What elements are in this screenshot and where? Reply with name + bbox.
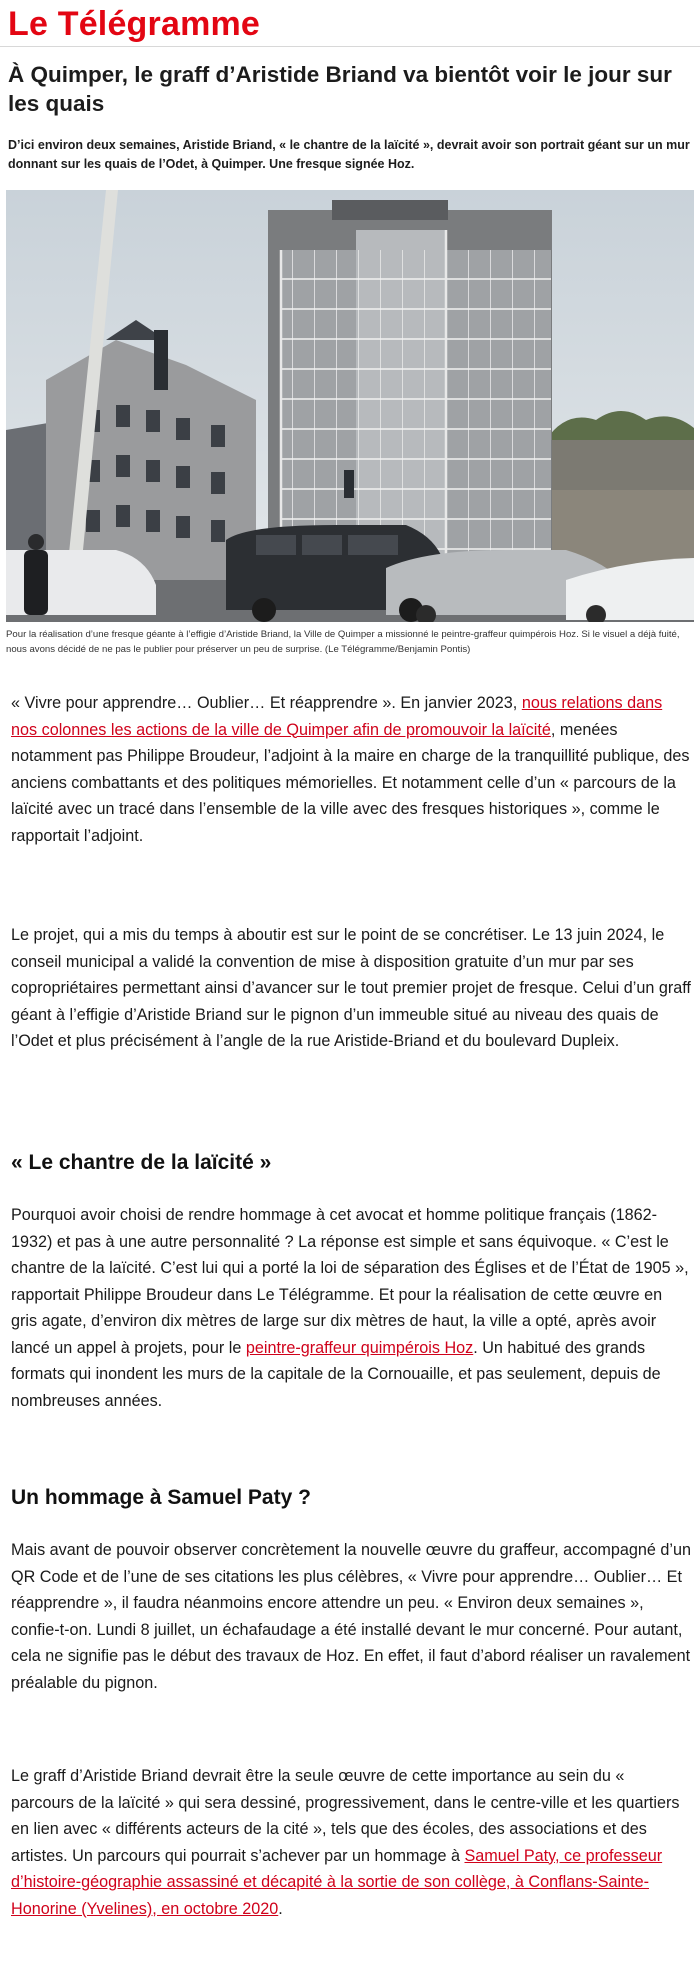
paragraph-1-text-a: « Vivre pour apprendre… Oublier… Et réapprendre ». En janvier 2023,	[11, 694, 522, 712]
link-samuel-paty[interactable]: Samuel Paty, ce professeur d’histoire-géographie assassiné et décapité à la sortie de son collège, à Conflans-Sainte-Honorine (Yvelines), en octobre 2020	[11, 1846, 663, 1918]
subheading-chantre: « Le chantre de la laïcité »	[11, 1151, 272, 1174]
paragraph-2: Le projet, qui a mis du temps à aboutir est sur le point de se concrétiser. Le 13 juin 2024, le conseil municipal a validé la convention de mise à disposition gratuite d’un mur par ses copropriétaires permettant ainsi d’avancer sur le tout premier projet de fresque. Celui d’un graff géant à l’effigie d’Aristide Briand sur le pignon d’un immeuble situé au niveau des quais de l’Odet et plus précisément à l’angle de la rue Aristide-Briand et du boulevard Dupleix.	[11, 926, 691, 1050]
paragraph-5-text-a: Le graff d’Aristide Briand devrait être la seule œuvre de cette importance au sein du « parcours de la laïcité » qui sera dessiné, progressivement, dans le centre-ville et les quartiers en lien avec « différents acteurs de la cité », tels que des écoles, des associations et des artistes. Un parcours qui pourrait s’achever par un hommage à	[11, 1767, 680, 1865]
article-lead: D’ici environ deux semaines, Aristide Briand, « le chantre de la laïcité », devrait avoir son portrait géant sur un mur donnant sur les quais de l’Odet, à Quimper. Une fresque signée Hoz.	[8, 138, 690, 171]
paragraph-3-text-a: Pourquoi avoir choisi de rendre hommage à cet avocat et homme politique français (1862-1932) et pas à une autre personnalité ? La réponse est simple et sans équivoque. « C’est le chantre de la laïcité. C’est lui qui a porté la loi de séparation des Églises et de l’État de 1905 », rapportait Philippe Broudeur dans Le Télégramme. Et pour la réalisation de cette œuvre en gris agate, d’environ dix mètres de large sur dix mètres de haut, la ville a opté, après avoir lancé un appel à projets, pour le	[11, 1206, 689, 1357]
link-laicite-actions[interactable]: nous relations dans nos colonnes les actions de la ville de Quimper afin de promouvoir la laïcité	[11, 694, 663, 739]
site-logo[interactable]: Le Télégramme	[8, 5, 261, 43]
paragraph-1-text-b: , menées notamment pas Philippe Broudeur, l’adjoint à la maire en charge de la tranquillité publique, des anciens combattants et des politiques mémorielles. Et notamment celle d’un « parcours de la laïcité avec un tracé dans l’ensemble de la ville avec des fresques historiques », comme le rapportait l’adjoint.	[11, 720, 690, 845]
header-divider	[0, 46, 700, 47]
article-photo	[6, 190, 694, 622]
paragraph-5-text-b: .	[278, 1899, 283, 1918]
photo-caption: Pour la réalisation d’une fresque géante à l’effigie d’Aristide Briand, la Ville de Quimper a missionné le peintre-graffeur quimpérois Hoz. Si le visuel a déjà fuité, nous avons décidé de ne pas le publier pour préserver un peu de surprise. (Le Télégramme/Benjamin Pontis)	[6, 629, 680, 655]
link-hoz[interactable]: peintre-graffeur quimpérois Hoz	[245, 1338, 474, 1357]
article-headline: À Quimper, le graff d’Aristide Briand va bientôt voir le jour sur les quais	[8, 62, 672, 116]
paragraph-3	[11, 1202, 691, 1414]
paragraph-4: Mais avant de pouvoir observer concrètement la nouvelle œuvre du graffeur, accompagné d’un QR Code et de l’une de ses citations les plus célèbres, « Vivre pour apprendre… Oublier… Et réapprendre », il faudra néanmoins encore attendre un peu. « Environ deux semaines », confie-t-on. Lundi 8 juillet, un échafaudage a été installé devant le mur concerné. Pour autant, cela ne signifie pas le début des travaux de Hoz. En effet, il faut d’abord réaliser un ravalement préalable du pignon.	[11, 1541, 691, 1692]
paragraph-1	[11, 690, 691, 849]
subheading-samuel-paty: Un hommage à Samuel Paty ?	[11, 1486, 311, 1509]
building-scaffolding-illustration	[6, 190, 694, 622]
paragraph-5	[11, 1763, 691, 1922]
paragraph-3-text-b: . Un habitué des grands formats qui inondent les murs de la capitale de la Cornouaille, et pas seulement, depuis de nombreuses années.	[11, 1338, 661, 1410]
